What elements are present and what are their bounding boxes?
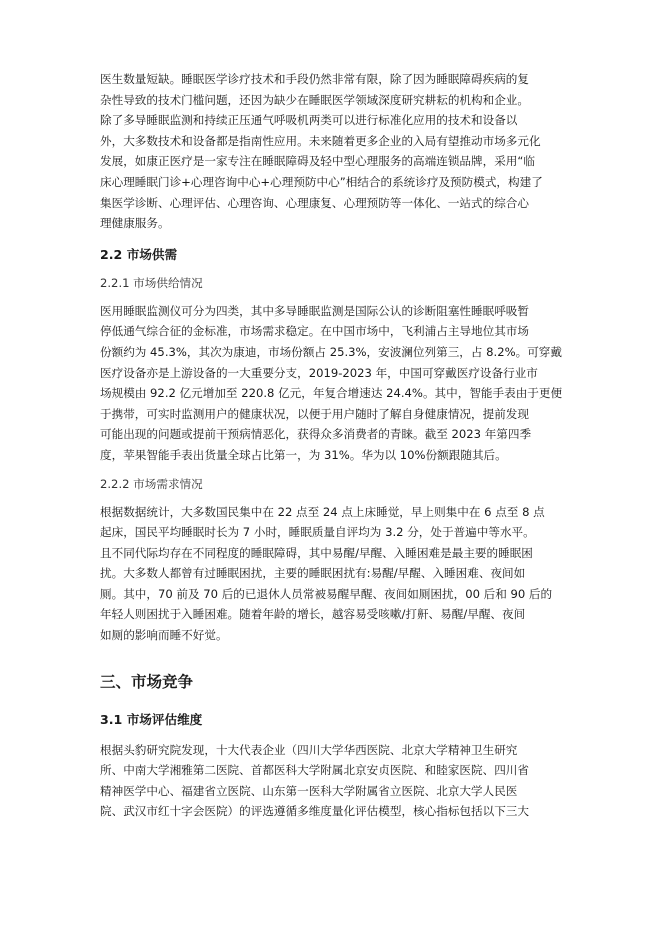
text-line: 起床，国民平均睡眠时长为 7 小时，睡眠质量自评均为 3.2 分，处于普遍中等水平。 <box>100 525 535 540</box>
text-line: 外，大多数技术和设备都是指南性应用。未来随着更多企业的入局有望推动市场多元化 <box>100 133 541 148</box>
text-line: 根据头豹研究院发现，十大代表企业（四川大学华西医院、北京大学精神卫生研究 <box>100 742 518 757</box>
text-line: 所、中南大学湘雅第二医院、首都医科大学附属北京安贞医院、和睦家医院、四川省 <box>100 763 529 778</box>
text-line: 根据数据统计，大多数国民集中在 22 点至 24 点上床睡觉，早上则集中在 6 点至 8 点 <box>100 504 545 519</box>
text-line: 可能出现的问题或提前干预病情恶化，获得众多消费者的青睐。截至 2023 年第四季 <box>100 427 532 442</box>
text-line: 集医学诊断、心理评估、心理咨询、心理康复、心理预防等一体化、一站式的综合心 <box>100 195 529 210</box>
text-line: 医用睡眠监测仪可分为四类，其中多导睡眠监测是国际公认的诊断阻塞性睡眠呼吸暂 <box>100 303 529 318</box>
text-line: 于携带，可实时监测用户的健康状况，以便于用户随时了解自身健康情况，提前发现 <box>100 406 529 421</box>
text-line: 医疗设备亦是上游设备的一大重要分支，2019-2023 年，中国可穿戴医疗设备行业市 <box>100 365 538 380</box>
text-line: 厕。其中，70 前及 70 后的已退休人员常被易醒早醒、夜间如厕困扰，00 后和 90 后的 <box>100 586 553 601</box>
section-heading-3-1: 3.1 市场评估维度 <box>100 711 203 727</box>
text-line: 除了多导睡眠监测和持续正压通气呼吸机两类可以进行标准化应用的技术和设备以 <box>100 113 518 128</box>
text-line: 院、武汉市红十字会医院）的评选遵循多维度量化评估模型，核心指标包括以下三大 <box>100 804 529 819</box>
text-line: 理健康服务。 <box>100 216 170 231</box>
text-line: 扰。大多数人都曾有过睡眠困扰，主要的睡眠困扰有:易醒/早醒、入睡困难、夜间如 <box>100 566 526 581</box>
text-line: 停低通气综合征的金标准，市场需求稳定。在中国市场中，飞利浦占主导地位其市场 <box>100 324 529 339</box>
section-heading-2-2: 2.2 市场供需 <box>100 246 178 262</box>
subsection-heading-2-2-1: 2.2.1 市场供给情况 <box>100 275 203 290</box>
text-line: 医生数量短缺。睡眠医学诊疗技术和手段仍然非常有限，除了因为睡眠障碍疾病的复 <box>100 72 529 86</box>
text-line: 度，苹果智能手表出货量全球占比第一，为 31%。华为以 10%份额跟随其后。 <box>100 447 507 462</box>
intro-paragraph <box>100 69 562 234</box>
demand-paragraph <box>100 502 562 646</box>
evaluation-paragraph <box>100 740 562 822</box>
text-line: 如厕的影响而睡不好觉。 <box>100 628 228 643</box>
text-line: 份额约为 45.3%，其次为康迪，市场份额占 25.3%，安波澜位列第三，占 8.2%。可穿戴 <box>100 344 562 359</box>
text-line: 发展，如康正医疗是一家专注在睡眠障碍及轻中型心理服务的高端连锁品牌，采用“临 <box>100 154 535 169</box>
text-line: 床心理睡眠门诊+心理咨询中心+心理预防中心”相结合的系统诊疗及预防模式，构建了 <box>100 174 543 189</box>
subsection-heading-2-2-2: 2.2.2 市场需求情况 <box>100 476 203 491</box>
text-line: 年轻人则困扰于入睡困难。随着年龄的增长，越容易受咳嗽/打鼾、易醒/早醒、夜间 <box>100 607 526 622</box>
text-line: 精神医学中心、福建省立医院、山东第一医科大学附属省立医院、北京大学人民医 <box>100 783 518 798</box>
text-line: 杂性导致的技术门槛问题，还因为缺少在睡眠医学领域深度研究耕耘的机构和企业。 <box>100 92 529 107</box>
chapter-heading-3: 三、市场竞争 <box>100 672 194 691</box>
text-line: 且不同代际均存在不同程度的睡眠障碍，其中易醒/早醒、入睡困难是最主要的睡眠困 <box>100 545 533 560</box>
supply-paragraph <box>100 301 562 466</box>
text-line: 场规模由 92.2 亿元增加至 220.8 亿元，年复合增速达 24.4%。其中，智能手表由于更便 <box>100 386 563 401</box>
